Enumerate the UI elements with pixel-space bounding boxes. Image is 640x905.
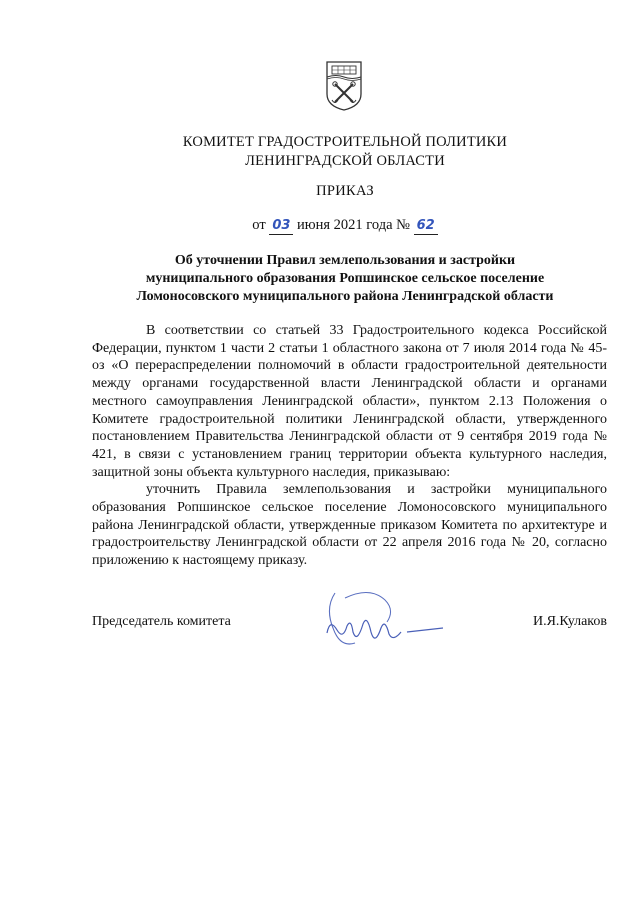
- committee-name: [120, 133, 570, 171]
- order-date-line: [120, 217, 570, 235]
- date-prefix: от: [252, 217, 266, 233]
- order-number: 62: [414, 218, 438, 235]
- order-subject: [95, 252, 595, 306]
- subject-line-2: муниципального образования Ропшинское сельское поселение: [145, 271, 545, 286]
- body-paragraph-2: уточнить Правила землепользования и застройки муниципального образования Ропшинское сельское поселение Ломоносовского муниципального района Ленинградской области, утвержденные приказом Комитета по архитектуре и градостроительству Ленинградской области от 22 апреля 2016 года № 20, согласно приложению к настоящему приказу.: [92, 482, 607, 569]
- order-day: 03: [269, 218, 293, 235]
- date-rest: июня 2021 года №: [297, 217, 410, 233]
- signatory-title: Председатель комитета: [92, 614, 231, 629]
- subject-line-1: Об уточнении Правил землепользования и застройки: [174, 253, 516, 268]
- coat-of-arms-emblem: [324, 60, 364, 112]
- order-body: [92, 322, 607, 570]
- handwritten-signature: [315, 588, 450, 658]
- body-paragraph-1: В соответствии со статьей 33 Градостроительного кодекса Российской Федерации, пунктом 1 части 2 статьи 1 областного закона от 7 июля 2014 года № 45-оз «О перераспределении полномочий в области градостроительной деятельности между органами государственной власти Ленинградской области и органами местного самоуправления Ленинградской области», пунктом 2.13 Положения о Комитете градостроительной политики Ленинградской области, утвержденного постановлением Правительства Ленинградской области от 9 сентября 2019 года № 421, в связи с установлением границ территории объекта культурного наследия, защитной зоны объекта культурного наследия, приказываю:: [92, 323, 607, 480]
- committee-line-1: КОМИТЕТ ГРАДОСТРОИТЕЛЬНОЙ ПОЛИТИКИ: [182, 134, 508, 150]
- order-title: ПРИКАЗ: [316, 183, 374, 199]
- signatory-name: И.Я.Кулаков: [532, 614, 607, 629]
- subject-line-3: Ломоносовского муниципального района Ленинградской области: [136, 289, 554, 304]
- committee-line-2: ЛЕНИНГРАДСКОЙ ОБЛАСТИ: [245, 153, 445, 169]
